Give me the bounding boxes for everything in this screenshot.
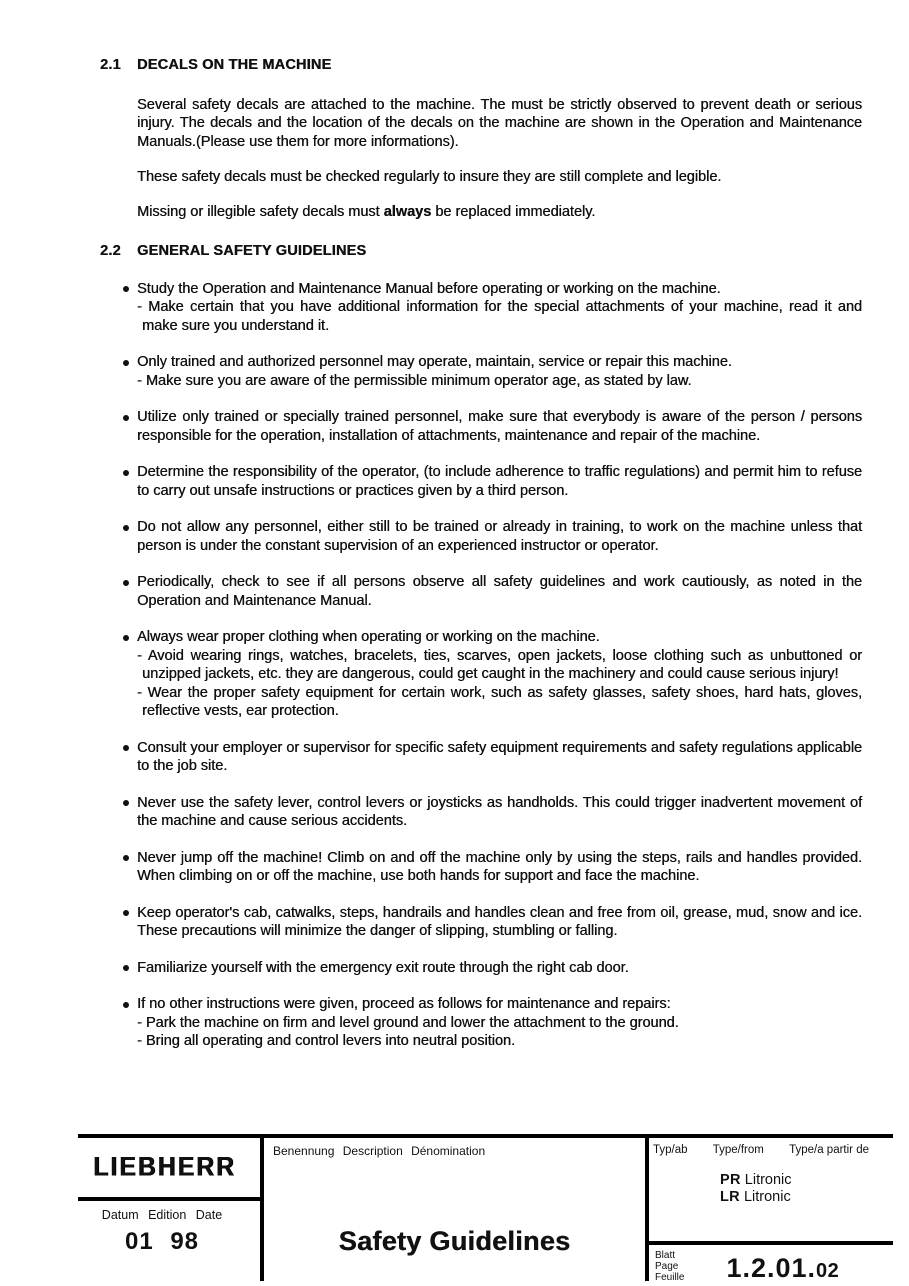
bullet-subtext: - Make sure you are aware of the permissible minimum operator age, as stated by law. <box>137 372 692 389</box>
bullet-icon <box>123 1002 129 1008</box>
bullet-icon <box>123 286 129 292</box>
title-block-middle-cell <box>264 1138 645 1281</box>
bullet-icon <box>123 580 129 586</box>
bullet-text: Never use the safety lever, control levers or joysticks as handholds. This could trigger inadvertent movement of the machine and cause serious accidents. <box>137 794 862 829</box>
list-item <box>137 794 862 831</box>
section-title: GENERAL SAFETY GUIDELINES <box>137 243 367 259</box>
bullet-text: Periodically, check to see if all persons observe all safety guidelines and work cautiously, as noted in the Operation and Maintenance Manual. <box>137 574 862 609</box>
page-number-suffix: 02 <box>816 1260 840 1282</box>
bullet-icon <box>123 470 129 476</box>
list-item <box>137 280 862 336</box>
bullet-text: Only trained and authorized personnel may operate, maintain, service or repair this machine. <box>137 354 732 370</box>
type-label: Typ/ab <box>653 1144 688 1156</box>
type-name: Litronic <box>744 1172 792 1188</box>
list-item <box>137 739 862 776</box>
type-label: Type/from <box>712 1144 764 1156</box>
paragraph-decals-2: These safety decals must be checked regularly to insure they are still complete and legible. <box>137 168 722 185</box>
bullet-subtext: - Make certain that you have additional information for the special attachments of your machine, read it and make sure you understand it. <box>137 299 862 334</box>
guidelines-list <box>137 280 862 1051</box>
bullet-icon <box>123 910 129 916</box>
bullet-icon <box>123 635 129 641</box>
date-label: Datum Edition Date <box>101 1208 223 1222</box>
section-number: 2.2 <box>100 243 121 259</box>
bullet-icon <box>123 745 129 751</box>
type-code: LR <box>720 1189 740 1205</box>
page-number-main: 1.2.01. <box>726 1253 817 1283</box>
list-item <box>137 849 862 886</box>
page-label: Blatt <box>655 1250 676 1261</box>
section-number: 2.1 <box>100 57 121 73</box>
title-block-left-cell <box>78 1138 260 1281</box>
list-item <box>137 353 862 390</box>
document-body <box>100 56 862 1069</box>
bullet-subtext: - Wear the proper safety equipment for certain work, such as safety glasses, safety shoes, hard hats, gloves, reflective vests, ear protection. <box>137 684 862 719</box>
bullet-text: Keep operator's cab, catwalks, steps, handrails and handles clean and free from oil, grease, mud, snow and ice. These precautions will minimize the danger of slipping, stumbling or falling. <box>137 904 862 939</box>
bullet-subtext: - Bring all operating and control levers into neutral position. <box>137 1033 516 1049</box>
list-item <box>137 463 862 500</box>
bullet-subtext: - Avoid wearing rings, watches, bracelets, ties, scarves, open jackets, loose clothing such as unbuttoned or unzipped jackets, etc. they are dangerous, could get caught in the machinery and could cause serious injury! <box>137 647 862 682</box>
date-value: 01 98 <box>124 1228 200 1255</box>
bullet-text: Familiarize yourself with the emergency exit route through the right cab door. <box>137 959 629 976</box>
list-item <box>137 995 862 1051</box>
paragraph-decals-3 <box>137 203 862 222</box>
liebherr-logo: LIEBHERR <box>92 1152 236 1182</box>
page-label: Page <box>655 1261 679 1272</box>
horizontal-rule <box>649 1241 893 1245</box>
page-labels <box>655 1250 684 1283</box>
bullet-text: Never jump off the machine! Climb on and off the machine only by using the steps, rails and handles provided. When climbing on or off the machine, use both hands for support and face the machine. <box>137 849 862 884</box>
bullet-text: If no other instructions were given, proceed as follows for maintenance and repairs: <box>137 996 671 1012</box>
bullet-icon <box>123 855 129 861</box>
list-item <box>137 408 862 445</box>
list-item <box>137 904 862 941</box>
bullet-text: Study the Operation and Maintenance Manual before operating or working on the machine. <box>137 280 721 297</box>
type-code: PR <box>720 1172 741 1188</box>
bullet-icon <box>123 360 129 366</box>
section-heading-decals <box>100 56 862 75</box>
sentence-bold-word: always <box>383 203 432 220</box>
bullet-icon <box>123 800 129 806</box>
list-item <box>137 628 862 721</box>
bullet-text: Always wear proper clothing when operating or working on the machine. <box>137 629 600 645</box>
bullet-text: Do not allow any personnel, either still to be trained or already in training, to work on the machine unless that person is under the constant supervision of an experienced instructor or operator. <box>137 519 862 554</box>
bullet-text: Determine the responsibility of the operator, (to include adherence to traffic regulations) and permit him to refuse to carry out unsafe instructions or practices given by a third person. <box>137 464 862 499</box>
logo-box <box>78 1138 260 1201</box>
type-label: Type/a partir de <box>789 1144 869 1156</box>
title-block <box>78 1134 893 1281</box>
bullet-subtext: - Park the machine on firm and level ground and lower the attachment to the ground. <box>137 1014 679 1031</box>
page-number <box>726 1253 839 1284</box>
sentence-post: be replaced immediately. <box>431 203 596 220</box>
page-label: Feuille <box>655 1272 685 1283</box>
bullet-icon <box>123 965 129 971</box>
list-item <box>137 573 862 610</box>
sentence-pre: Missing or illegible safety decals must <box>137 203 384 220</box>
section-title: DECALS ON THE MACHINE <box>137 57 332 73</box>
list-item <box>137 959 862 978</box>
machine-type-row <box>720 1172 893 1189</box>
paragraph-decals-1: Several safety decals are attached to the machine. The must be strictly observed to prevent death or serious injury. The decals and the location of the decals on the machine are shown in the Operation and Maintenance Manuals.(Please use them for more informations). <box>137 96 862 150</box>
bullet-text: Utilize only trained or specially trained personnel, make sure that everybody is aware of the person / persons responsible for the operation, installation of attachments, maintenance and repair of the machine. <box>137 409 862 444</box>
list-item <box>137 518 862 555</box>
bullet-text: Consult your employer or supervisor for specific safety equipment requirements and safety regulations applicable to the job site. <box>137 739 862 774</box>
type-labels-row <box>649 1138 893 1156</box>
page-number-row <box>649 1247 893 1281</box>
bullet-icon <box>123 415 129 421</box>
title-block-right-cell <box>649 1138 893 1281</box>
section-heading-guidelines <box>100 242 862 261</box>
designation-label: Benennung Description Dénomination <box>273 1144 486 1158</box>
machine-types <box>720 1172 893 1206</box>
machine-type-row <box>720 1189 893 1206</box>
type-name: Litronic <box>743 1189 791 1205</box>
document-title: Safety Guidelines <box>338 1226 571 1256</box>
bullet-icon <box>123 525 129 531</box>
